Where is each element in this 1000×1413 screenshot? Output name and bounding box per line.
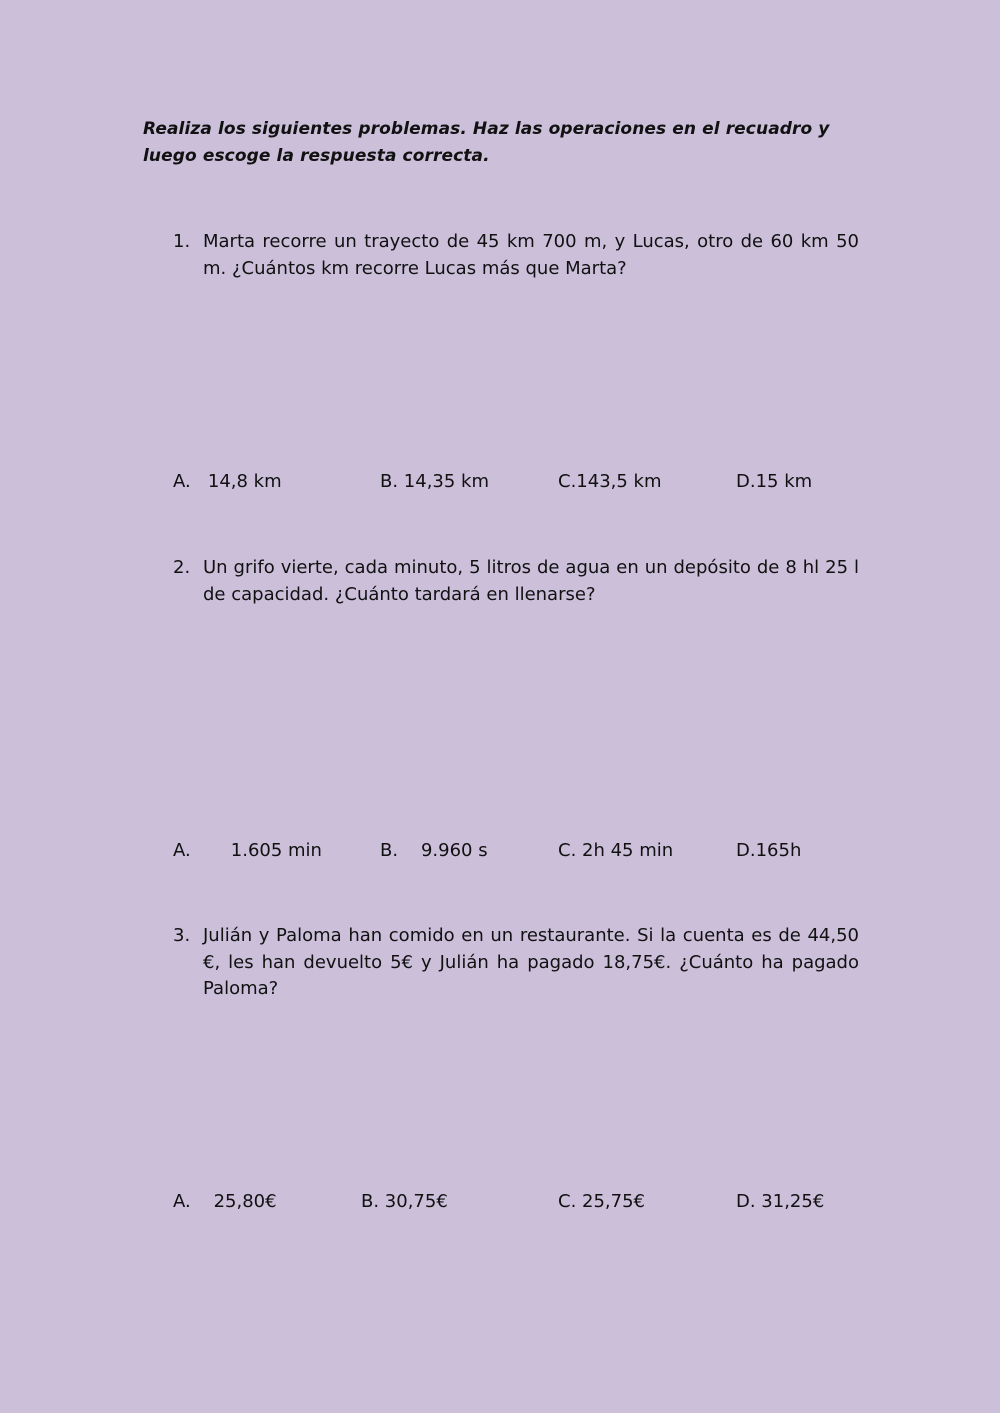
option-d[interactable]: D.15 km <box>736 471 813 492</box>
option-a[interactable]: A. 14,8 km <box>173 471 282 492</box>
option-a[interactable]: A. 1.605 min <box>173 840 322 861</box>
option-b[interactable]: B. 30,75€ <box>361 1191 448 1212</box>
option-b[interactable]: B. 14,35 km <box>380 471 490 492</box>
question-number: 2. <box>173 557 191 578</box>
question-number: 1. <box>173 231 191 252</box>
question-2-options <box>173 839 873 869</box>
option-a[interactable]: A. 25,80€ <box>173 1191 277 1212</box>
question-1-options <box>173 470 873 500</box>
question-3-options <box>173 1190 873 1220</box>
question-text: Marta recorre un trayecto de 45 km 700 m, y Lucas, otro de 60 km 50 m. ¿Cuántos km recorre Lucas más que Marta? <box>203 231 859 279</box>
question-text: Julián y Paloma han comido en un restaurante. Si la cuenta es de 44,50 €, les han devuelto 5€ y Julián ha pagado 18,75€. ¿Cuánto ha pagado Paloma? <box>203 925 859 999</box>
option-b[interactable]: B. 9.960 s <box>380 840 488 861</box>
option-d[interactable]: D.165h <box>736 840 802 861</box>
option-c[interactable]: C.143,5 km <box>558 471 662 492</box>
question-text: Un grifo vierte, cada minuto, 5 litros de agua en un depósito de 8 hl 25 l de capacidad. ¿Cuánto tardará en llenarse? <box>203 557 859 605</box>
question-number: 3. <box>173 925 191 946</box>
option-c[interactable]: C. 2h 45 min <box>558 840 674 861</box>
option-c[interactable]: C. 25,75€ <box>558 1191 645 1212</box>
instructions-heading: Realiza los siguientes problemas. Haz las operaciones en el recuadro y luego escoge la respuesta correcta. <box>143 119 830 166</box>
option-d[interactable]: D. 31,25€ <box>736 1191 825 1212</box>
